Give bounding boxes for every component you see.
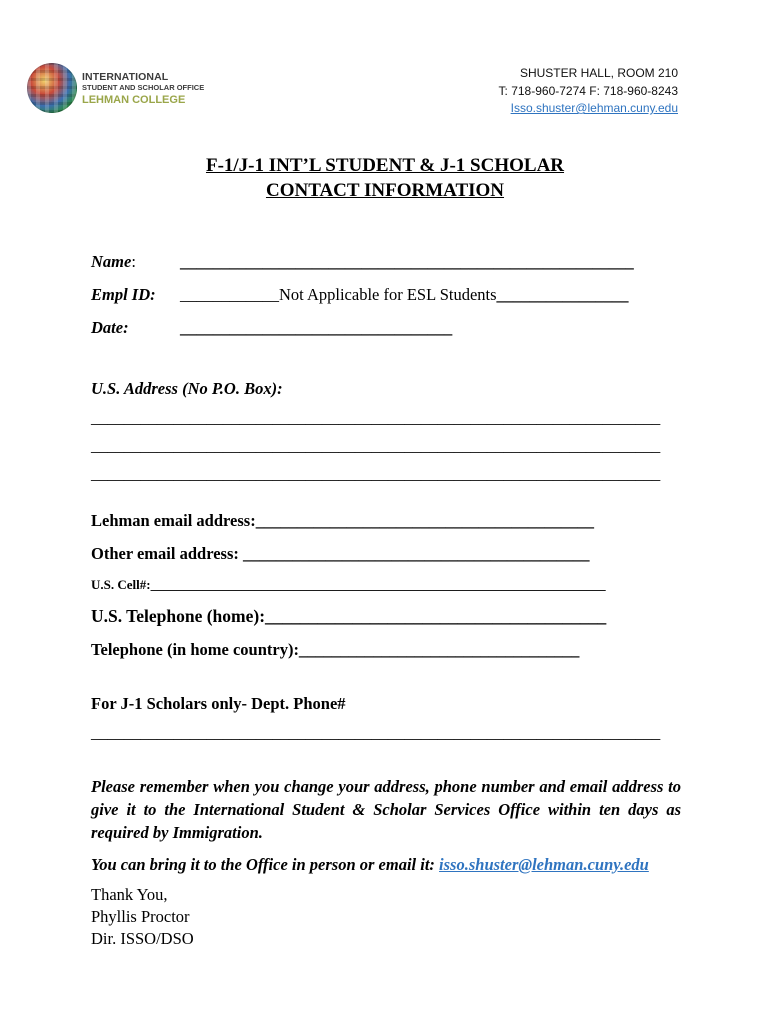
submission-text: You can bring it to the Office in person or email it: [91, 855, 440, 874]
isso-email-link[interactable]: isso.shuster@lehman.cuny.edu [439, 855, 649, 874]
empl-id-value: Not Applicable for ESL Students [279, 285, 497, 304]
office-email-link[interactable]: Isso.shuster@lehman.cuny.edu [510, 101, 678, 115]
signature-name: Phyllis Proctor [91, 907, 190, 926]
us-address-line-1[interactable]: _____________________________________________________________________ [91, 408, 661, 427]
name-label-text: Name [91, 252, 132, 271]
date-field[interactable]: _________________________________ [180, 318, 453, 337]
empl-id-post-line: ________________ [496, 285, 629, 304]
form-title-line-1: F-1/J-1 INT’L STUDENT & J-1 SCHOLAR [205, 155, 565, 176]
us-address-label: U.S. Address (No P.O. Box): [91, 379, 283, 398]
us-address-line-2[interactable]: _____________________________________________________________________ [91, 436, 661, 455]
us-telephone-home-field[interactable]: U.S. Telephone (home):_______________________________________ [91, 606, 607, 626]
submission-paragraph [91, 853, 681, 876]
logo-line-1: INTERNATIONAL [82, 71, 169, 83]
notice-paragraph: Please remember when you change your address, phone number and email address to give it to the International Student & Scholar Services Office within ten days as required by Immigration. [91, 777, 681, 842]
office-address: SHUSTER HALL, ROOM 210 [519, 66, 678, 80]
globe-logo-icon [27, 63, 77, 113]
logo-line-2: STUDENT AND SCHOLAR OFFICE [82, 83, 205, 92]
name-label [91, 252, 136, 272]
signature-thank-you: Thank You, [91, 885, 168, 904]
name-field[interactable]: _______________________________________________________ [180, 252, 634, 271]
name-colon: : [131, 252, 136, 271]
office-phones: T: 718-960-7274 F: 718-960-8243 [498, 84, 678, 98]
empl-id-label: Empl ID: [91, 285, 156, 304]
logo-line-3: LEHMAN COLLEGE [82, 94, 186, 106]
j1-dept-phone-label: For J-1 Scholars only- Dept. Phone# [91, 694, 346, 713]
us-cell-field[interactable]: U.S. Cell#:______________________________________________________________________ [91, 577, 606, 592]
empl-id-pre-line: ____________ [180, 285, 279, 304]
empl-id-field[interactable] [180, 285, 629, 305]
lehman-email-field[interactable]: Lehman email address:_________________________________________ [91, 511, 594, 530]
j1-dept-phone-field[interactable]: _____________________________________________________________________ [91, 723, 661, 742]
other-email-field[interactable]: Other email address: __________________________________________ [91, 544, 590, 563]
us-address-line-3[interactable]: _____________________________________________________________________ [91, 464, 661, 483]
signature-title: Dir. ISSO/DSO [91, 929, 194, 948]
date-label: Date: [91, 318, 129, 337]
form-title-line-2: CONTACT INFORMATION [265, 180, 505, 201]
telephone-home-country-field[interactable]: Telephone (in home country):__________________________________ [91, 640, 580, 659]
